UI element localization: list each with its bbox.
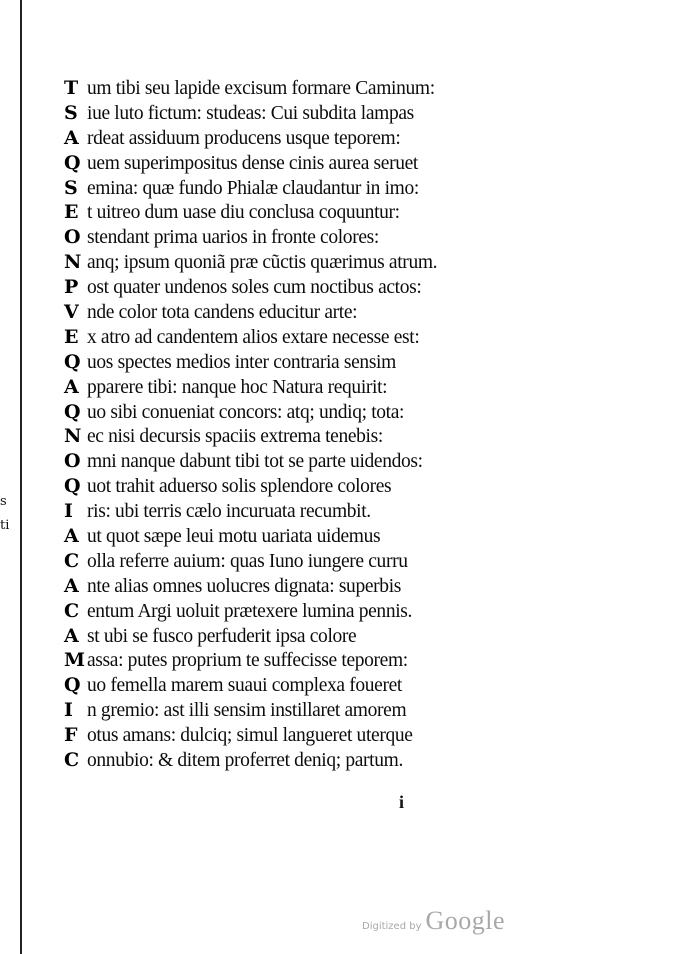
verse-block [64, 76, 624, 773]
verse-line [64, 250, 624, 275]
google-logo: Google [425, 906, 506, 935]
verse-line [64, 176, 624, 201]
verse-text: anq; ipsum quoniã præ cũctis quærimus atrum. [87, 252, 438, 274]
verse-initial: C [64, 549, 79, 572]
verse-line [64, 524, 624, 549]
verse-line [64, 474, 624, 499]
verse-text: um tibi seu lapide excisum formare Caminum: [87, 78, 435, 99]
verse-line [64, 549, 624, 574]
verse-initial: O [64, 450, 81, 473]
verse-initial: I [64, 699, 73, 722]
verse-initial: Q [64, 400, 81, 423]
verse-initial: M [64, 649, 85, 672]
verse-line [64, 400, 624, 425]
verse-line [64, 375, 624, 400]
verse-line [64, 648, 624, 673]
verse-line [64, 723, 624, 748]
verse-line [64, 76, 624, 101]
verse-initial: C [64, 749, 79, 772]
verse-line [64, 300, 624, 325]
verse-line [64, 698, 624, 723]
verse-initial: F [64, 724, 78, 747]
verse-line [64, 151, 624, 176]
verse-text: rdeat assiduum producens usque teporem: [87, 127, 401, 149]
verse-line [64, 350, 624, 375]
watermark-prefix: Digitized by [362, 921, 422, 932]
verse-text: ut quot sæpe leui motu uariata uidemus [87, 526, 381, 548]
verse-initial: O [64, 226, 81, 249]
verse-initial: S [64, 101, 78, 124]
verse-line [64, 200, 624, 225]
verse-text: n gremio: ast illi sensim instillaret amorem [87, 700, 407, 722]
verse-text: assa: putes proprium te suffecisse teporem: [87, 650, 408, 672]
verse-initial: N [64, 251, 82, 274]
verse-initial: N [64, 425, 82, 448]
verse-initial: Q [64, 674, 81, 697]
verse-line [64, 424, 624, 449]
verse-text: mni nanque dabunt tibi tot se parte uidendos: [87, 451, 423, 473]
verse-initial: P [64, 276, 78, 299]
verse-text: x atro ad candentem alios extare necesse est: [87, 326, 420, 348]
verse-initial: A [64, 574, 79, 597]
verse-line [64, 275, 624, 300]
verse-line [64, 748, 624, 773]
verse-text: iue luto fictum: studeas: Cui subdita lampas [87, 102, 414, 124]
page-number: i [399, 792, 405, 812]
verse-line [64, 101, 624, 126]
verse-text: t uitreo dum uase diu conclusa coquuntur: [87, 202, 400, 224]
verse-initial: V [64, 301, 79, 324]
verse-text: entum Argi uoluit prætexere lumina pennis. [87, 600, 413, 622]
verse-initial: I [64, 500, 73, 523]
verse-text: emina: quæ fundo Phialæ claudantur in imo: [87, 177, 419, 199]
verse-text: uo femella marem suaui complexa foueret [87, 675, 403, 697]
verse-line [64, 225, 624, 250]
verse-initial: E [64, 201, 79, 224]
verse-line [64, 126, 624, 151]
verse-initial: S [64, 176, 78, 199]
page-gutter-edge [20, 0, 22, 954]
verse-text: ec nisi decursis spaciis extrema tenebis: [87, 426, 383, 448]
verse-text: uem superimpositus dense cinis aurea seruet [87, 152, 418, 174]
margin-mark: ti [0, 518, 10, 533]
verse-initial: Q [64, 350, 81, 373]
verse-initial: A [64, 624, 79, 647]
verse-initial: A [64, 375, 79, 398]
verse-text: otus amans: dulciq; simul langueret uterque [87, 725, 413, 747]
verse-line [64, 673, 624, 698]
verse-line [64, 325, 624, 350]
verse-text: nde color tota candens educitur arte: [87, 302, 358, 324]
verse-initial: E [64, 325, 79, 348]
google-watermark [362, 906, 505, 936]
verse-line [64, 499, 624, 524]
verse-initial: A [64, 525, 79, 548]
verse-line [64, 449, 624, 474]
verse-initial: Q [64, 151, 81, 174]
verse-initial: Q [64, 475, 81, 498]
verse-line [64, 574, 624, 599]
verse-text: pparere tibi: nanque hoc Natura requirit: [87, 376, 388, 398]
verse-text: uot trahit aduerso solis splendore colores [87, 476, 392, 498]
margin-mark: s [0, 494, 7, 509]
verse-text: stendant prima uarios in fronte colores: [87, 227, 379, 249]
verse-initial: T [64, 77, 78, 99]
verse-initial: C [64, 599, 79, 622]
verse-text: ost quater undenos soles cum noctibus actos: [87, 277, 422, 299]
verse-line [64, 624, 624, 649]
verse-text: onnubio: & ditem proferret deniq; partum. [87, 750, 403, 772]
verse-text: uos spectes medios inter contraria sensim [87, 351, 396, 373]
verse-line [64, 599, 624, 624]
verse-text: ris: ubi terris cælo incuruata recumbit. [87, 501, 371, 523]
verse-text: olla referre auium: quas Iuno iungere curru [87, 550, 408, 572]
verse-text: st ubi se fusco perfuderit ipsa colore [87, 625, 357, 647]
verse-initial: A [64, 126, 79, 149]
verse-text: nte alias omnes uolucres dignata: superbis [87, 575, 402, 597]
verse-text: uo sibi conueniat concors: atq; undiq; tota: [87, 401, 405, 423]
